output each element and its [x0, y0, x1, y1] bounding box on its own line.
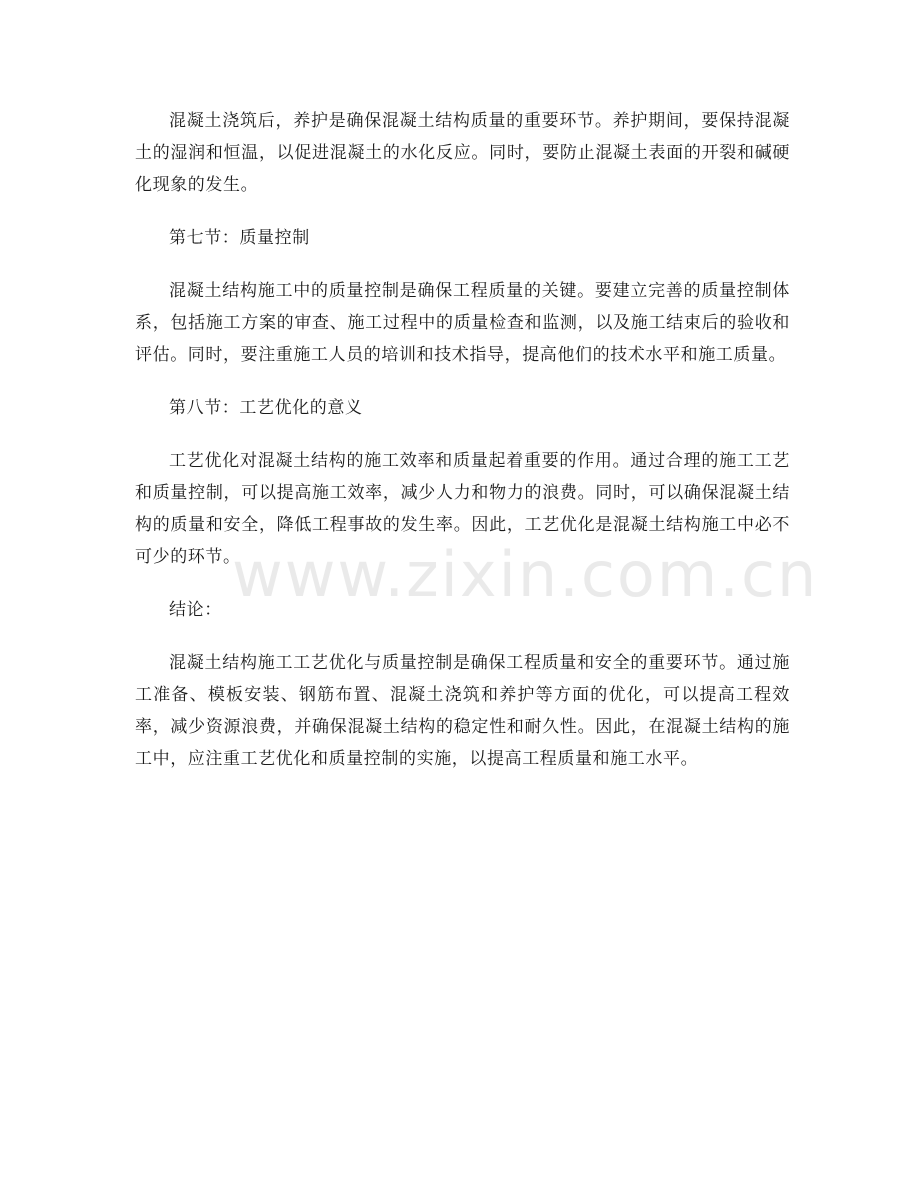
section-heading-process-optimization: 第八节：工艺优化的意义 [169, 398, 363, 418]
document-body [135, 105, 790, 796]
paragraph-curing: 混凝土浇筑后，养护是确保混凝土结构质量的重要环节。养护期间，要保持混凝土的湿润和恒温，以促进混凝土的水化反应。同时，要防止混凝土表面的开裂和碱硬化现象的发生。 [135, 111, 790, 195]
watermark-text: www.zixin.com.cn [232, 538, 819, 611]
paragraph-process-optimization: 工艺优化对混凝土结构的施工效率和质量起着重要的作用。通过合理的施工工艺和质量控制，可以提高施工效率，减少人力和物力的浪费。同时，可以确保混凝土结构的质量和安全，降低工程事故的发生率。因此，工艺优化是混凝土结构施工中必不可少的环节。 [135, 451, 790, 567]
section-heading-quality-control: 第七节：质量控制 [169, 228, 310, 248]
paragraph-conclusion: 混凝土结构施工工艺优化与质量控制是确保工程质量和安全的重要环节。通过施工准备、模板安装、钢筋布置、混凝土浇筑和养护等方面的优化，可以提高工程效率，减少资源浪费，并确保混凝土结构的稳定性和耐久性。因此，在混凝土结构的施工中，应注重工艺优化和质量控制的实施，以提高工程质量和施工水平。 [135, 653, 790, 769]
paragraph-quality-control: 混凝土结构施工中的质量控制是确保工程质量的关键。要建立完善的质量控制体系，包括施工方案的审查、施工过程中的质量检查和监测，以及施工结束后的验收和评估。同时，要注重施工人员的培训和技术指导，提高他们的技术水平和施工质量。 [135, 281, 790, 365]
section-heading-conclusion: 结论： [169, 600, 222, 620]
